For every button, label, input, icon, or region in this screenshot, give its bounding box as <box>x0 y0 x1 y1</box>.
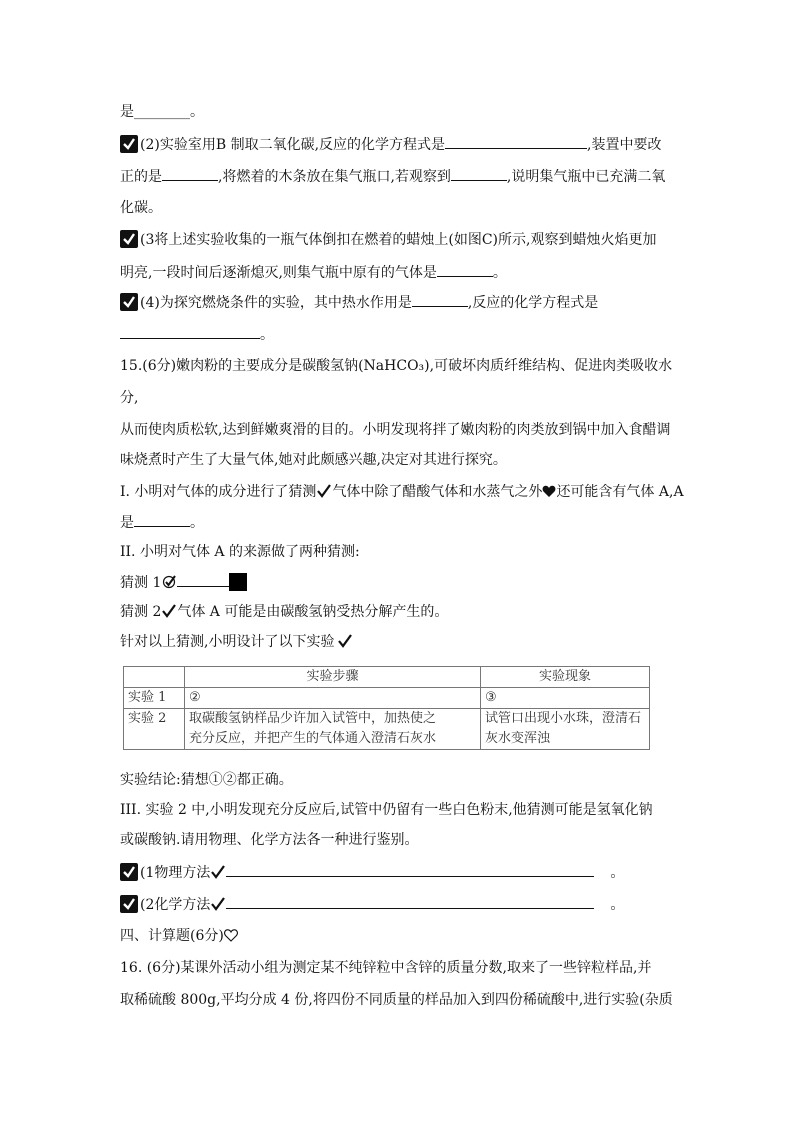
part-i-line-2 <box>120 512 204 533</box>
question-text: 气体中除了醋酸气体和水蒸气之外 <box>332 484 543 500</box>
table-cell <box>185 709 481 750</box>
cell-text: 取碳酸氢钠样品少许加入试管中，加热使之 <box>189 711 437 726</box>
table-row <box>124 709 650 750</box>
heart-icon <box>542 484 556 504</box>
question-4-line-2 <box>120 324 274 345</box>
question-15-line-4: 味烧煮时产生了大量气体,她对此颇感兴趣,决定对其进行探究。 <box>120 452 507 468</box>
guess-1-line <box>120 572 247 595</box>
question-16-line-1: 16. (6分)某课外活动小组为测定某不纯锌粒中含锌的质量分数,取来了一些锌粒样品,并 <box>120 960 652 976</box>
part-ii-line: II. 小明对气体 A 的来源做了两种猜测: <box>120 544 360 560</box>
question-text: 正的是 <box>120 169 162 185</box>
question-15-line-1: 15.(6分)嫩肉粉的主要成分是碳酸氢钠(NaHCO₃),可破坏肉质纤维结构、促进肉类吸收水 <box>120 358 673 374</box>
table-row <box>124 688 650 709</box>
checkbox-checked-icon[interactable] <box>120 293 138 311</box>
checkbox-checked-icon[interactable] <box>120 135 138 153</box>
question-text: 气体 A 可能是由碳酸氢钠受热分解产生的。 <box>177 604 449 620</box>
question-2-line-1 <box>120 134 661 155</box>
question-text: 。 <box>190 515 204 531</box>
design-line <box>120 632 353 654</box>
table-cell <box>481 709 650 750</box>
section-4-heading <box>120 926 238 948</box>
text-line: 是________。 <box>120 104 204 120</box>
part-i-line-1 <box>120 482 684 504</box>
answer-blank[interactable] <box>412 292 468 307</box>
answer-blank[interactable] <box>445 134 587 149</box>
table-cell: ② <box>185 688 481 709</box>
question-text: 针对以上猜测,小明设计了以下实验 <box>120 634 335 650</box>
checkmark-icon <box>211 865 225 885</box>
cell-text: 灰水变浑浊 <box>485 731 551 746</box>
table-header-cell: 实验步骤 <box>185 667 481 688</box>
experiment-table <box>123 666 650 750</box>
question-text: 。 <box>610 865 625 881</box>
answer-blank[interactable] <box>134 512 190 527</box>
table-header-cell <box>124 667 185 688</box>
answer-blank[interactable] <box>120 324 260 339</box>
answer-blank[interactable] <box>451 166 507 181</box>
heart-outline-icon <box>224 928 238 948</box>
checkbox-checked-icon[interactable] <box>120 863 138 881</box>
guess-2-line <box>120 602 448 624</box>
physical-method-line <box>120 862 624 885</box>
question-text: ,将燃着的木条放在集气瓶口,若观察到 <box>218 169 451 185</box>
guess-label: 猜测 2 <box>120 604 162 620</box>
question-text: 还可能含有气体 A,A <box>556 484 684 500</box>
part-iii-line-2: 或碳酸钠.请用物理、化学方法各一种进行鉴别。 <box>120 832 419 848</box>
question-text: 。 <box>260 327 274 343</box>
cell-text: 充分反应，并把产生的气体通入澄清石灰水 <box>189 731 437 746</box>
answer-blank[interactable] <box>437 262 493 277</box>
checkmark-icon <box>211 897 225 917</box>
question-text: (2)实验室用B 制取二氧化碳,反应的化学方程式是 <box>140 137 446 153</box>
answer-blank[interactable] <box>177 572 229 587</box>
guess-label: 猜测 1 <box>120 575 162 591</box>
chemical-method-line <box>120 894 624 917</box>
table-cell: ③ <box>481 688 650 709</box>
row-label: 实验 2 <box>128 711 167 726</box>
table-header-cell: 实验现象 <box>481 667 650 688</box>
question-text: 。 <box>610 897 625 913</box>
method-label: (2化学方法 <box>140 897 211 913</box>
circled-check-icon <box>162 575 176 595</box>
part-iii-line-1: III. 实验 2 中,小明发现充分反应后,试管中仍留有一些白色粉末,他猜测可能是氢氧化钠 <box>120 802 653 818</box>
answer-blank[interactable] <box>226 862 594 877</box>
conclusion-line: 实验结论:猜想①②都正确。 <box>120 772 293 788</box>
checkmark-icon <box>162 604 176 624</box>
black-square-icon <box>229 573 247 591</box>
question-16-line-2: 取稀硫酸 800g,平均分成 4 份,将四份不同质量的样品加入到四份稀硫酸中,进行实验(杂质 <box>120 992 673 1008</box>
question-2-line-3: 化碳。 <box>120 200 162 216</box>
question-2-line-2 <box>120 166 665 187</box>
question-text: ,装置中要改 <box>587 137 662 153</box>
checkbox-checked-icon[interactable] <box>120 230 138 248</box>
method-label: (1物理方法 <box>140 865 211 881</box>
question-3-line-1 <box>120 230 656 250</box>
answer-blank[interactable] <box>226 894 594 909</box>
question-text: 。 <box>492 265 507 281</box>
question-text: (4)为探究燃烧条件的实验，其中热水作用是 <box>140 295 412 311</box>
table-cell: 实验 1 <box>124 688 185 709</box>
question-3-line-2 <box>120 262 507 283</box>
question-15-line-2: 分, <box>120 390 139 406</box>
section-title: 四、计算题(6分) <box>120 928 224 944</box>
cell-text: 试管口出现小水珠，澄清石 <box>485 711 642 726</box>
checkbox-checked-icon[interactable] <box>120 895 138 913</box>
question-text: ,说明集气瓶中已充满二氧 <box>506 169 666 185</box>
question-text: (3将上述实验收集的一瓶气体倒扣在燃着的蜡烛上(如图C)所示,观察到蜡烛火焰更加 <box>140 232 657 248</box>
table-cell <box>124 709 185 750</box>
question-15-line-3: 从而使肉质松软,达到鲜嫩爽滑的目的。小明发现将拌了嫩肉粉的肉类放到锅中加入食醋调 <box>120 422 671 438</box>
checkmark-icon <box>317 484 331 504</box>
question-text: ,反应的化学方程式是 <box>467 295 599 311</box>
question-text: 明亮,一段时间后逐渐熄灭,则集气瓶中原有的气体是 <box>120 265 437 281</box>
checkmark-icon <box>338 634 352 654</box>
table-header-row <box>124 667 650 688</box>
question-text: I. 小明对气体的成分进行了猜测 <box>120 484 317 500</box>
question-4-line-1 <box>120 292 598 313</box>
answer-blank[interactable] <box>162 166 218 181</box>
question-text: 是 <box>120 515 134 531</box>
